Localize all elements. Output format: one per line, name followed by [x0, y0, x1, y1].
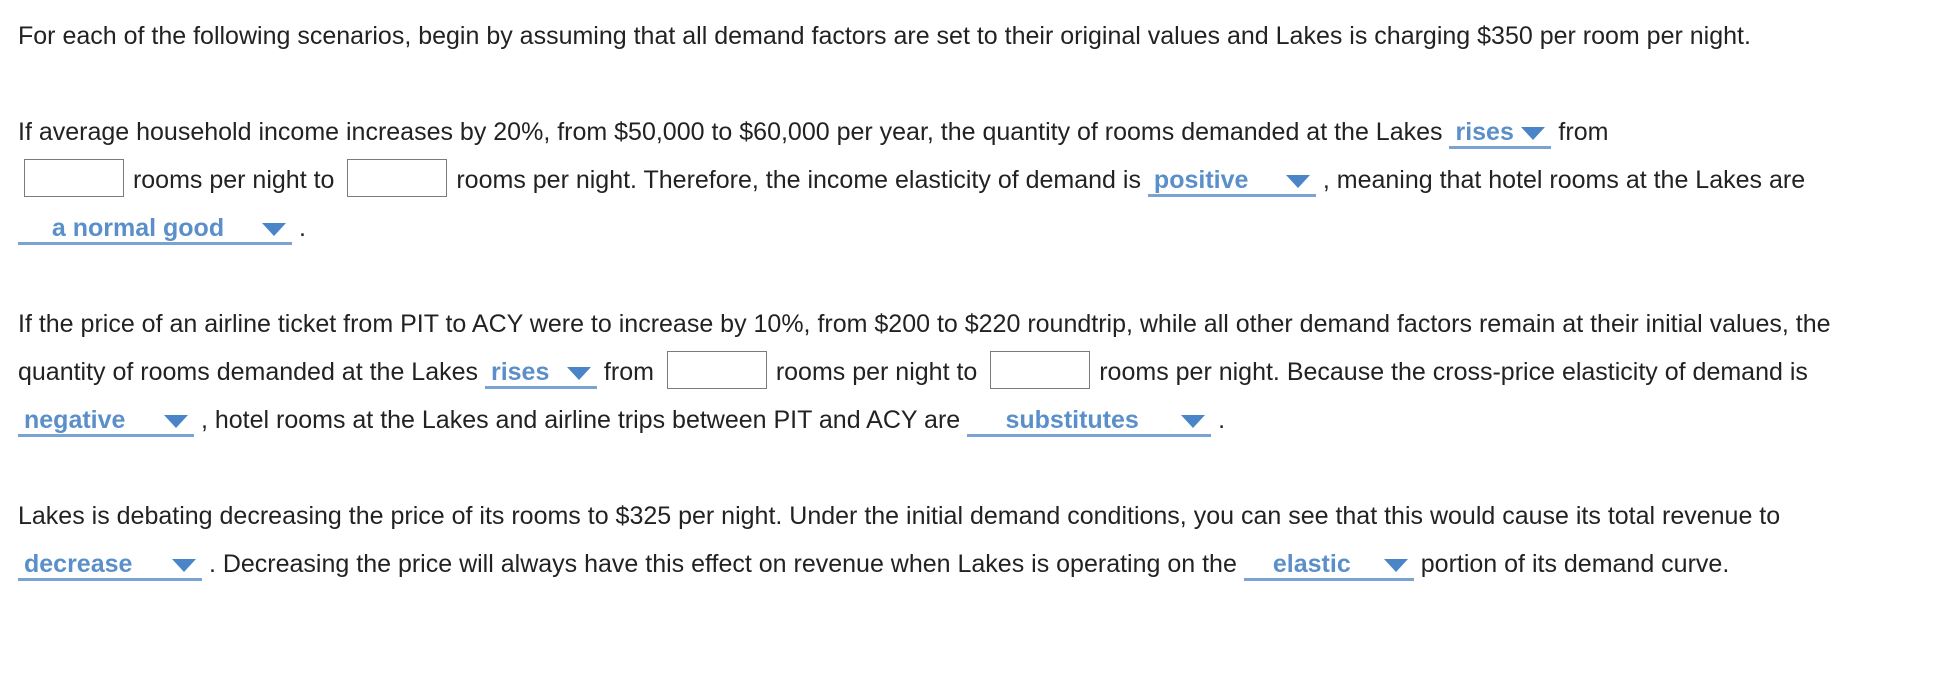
demand-curve-portion-value: elastic — [1272, 550, 1351, 578]
airline-new-quantity-input[interactable] — [990, 351, 1090, 389]
goods-relationship-value: substitutes — [1005, 406, 1139, 434]
price-decrease-scenario — [18, 492, 1918, 588]
airline-text-6: . — [1218, 406, 1226, 434]
income-scenario — [18, 108, 1918, 252]
airline-text-2: from — [603, 358, 654, 386]
income-text-6: . — [298, 214, 306, 242]
income-text-4: rooms per night. Therefore, the income elasticity of demand is — [456, 166, 1141, 194]
intro-text: For each of the following scenarios, begin by assuming that all demand factors are set to their original values and Lakes is charging $350 per room per night. — [18, 22, 1751, 50]
airline-scenario — [18, 300, 1918, 444]
income-elasticity-sign-value: positive — [1153, 166, 1249, 194]
airline-initial-quantity-input[interactable] — [667, 351, 767, 389]
good-type-value: a normal good — [51, 214, 225, 242]
dropdown-arrow-icon — [1181, 415, 1205, 428]
income-elasticity-sign-dropdown[interactable] — [1148, 165, 1316, 197]
revenue-effect-value: decrease — [24, 550, 133, 578]
dropdown-arrow-icon — [1286, 175, 1310, 188]
airline-text-4: rooms per night. Because the cross-price elasticity of demand is — [1099, 358, 1808, 386]
income-new-quantity-input[interactable] — [347, 159, 447, 197]
airline-quantity-direction-value: rises — [490, 358, 550, 386]
income-text-1: If average household income increases by 20%, from $50,000 to $60,000 per year, the quantity of rooms demanded at the Lakes — [18, 118, 1443, 146]
dropdown-arrow-icon — [567, 367, 591, 380]
airline-quantity-direction-dropdown[interactable] — [485, 357, 597, 389]
income-initial-quantity-input[interactable] — [24, 159, 124, 197]
income-text-2: from — [1558, 118, 1609, 146]
price-text-1: Lakes is debating decreasing the price of its rooms to $325 per night. Under the initial demand conditions, you can see that this would cause its total revenue to — [18, 502, 1781, 530]
price-text-2: . Decreasing the price will always have this effect on revenue when Lakes is operating on the — [208, 550, 1237, 578]
airline-text-5: , hotel rooms at the Lakes and airline trips between PIT and ACY are — [200, 406, 961, 434]
dropdown-arrow-icon — [1521, 127, 1545, 140]
income-text-3: rooms per night to — [132, 166, 335, 194]
revenue-effect-dropdown[interactable] — [18, 549, 202, 581]
cross-price-elasticity-sign-value: negative — [24, 406, 126, 434]
dropdown-arrow-icon — [172, 559, 196, 572]
dropdown-arrow-icon — [164, 415, 188, 428]
demand-curve-portion-dropdown[interactable] — [1244, 549, 1414, 581]
airline-text-3: rooms per night to — [775, 358, 978, 386]
income-quantity-direction-dropdown[interactable] — [1449, 117, 1551, 149]
price-text-3: portion of its demand curve. — [1420, 550, 1730, 578]
income-text-5: , meaning that hotel rooms at the Lakes are — [1322, 166, 1806, 194]
income-quantity-direction-value: rises — [1455, 118, 1514, 146]
cross-price-elasticity-sign-dropdown[interactable] — [18, 405, 194, 437]
dropdown-arrow-icon — [1384, 559, 1408, 572]
dropdown-arrow-icon — [262, 223, 286, 236]
airline-text-1: If the price of an airline ticket from PIT to ACY were to increase by 10%, from $200 to $220 roundtrip, while all other demand factors remain at their initial values, the quantity of rooms demanded at the Lakes — [18, 310, 1831, 386]
goods-relationship-dropdown[interactable] — [967, 405, 1211, 437]
good-type-dropdown[interactable] — [18, 213, 292, 245]
